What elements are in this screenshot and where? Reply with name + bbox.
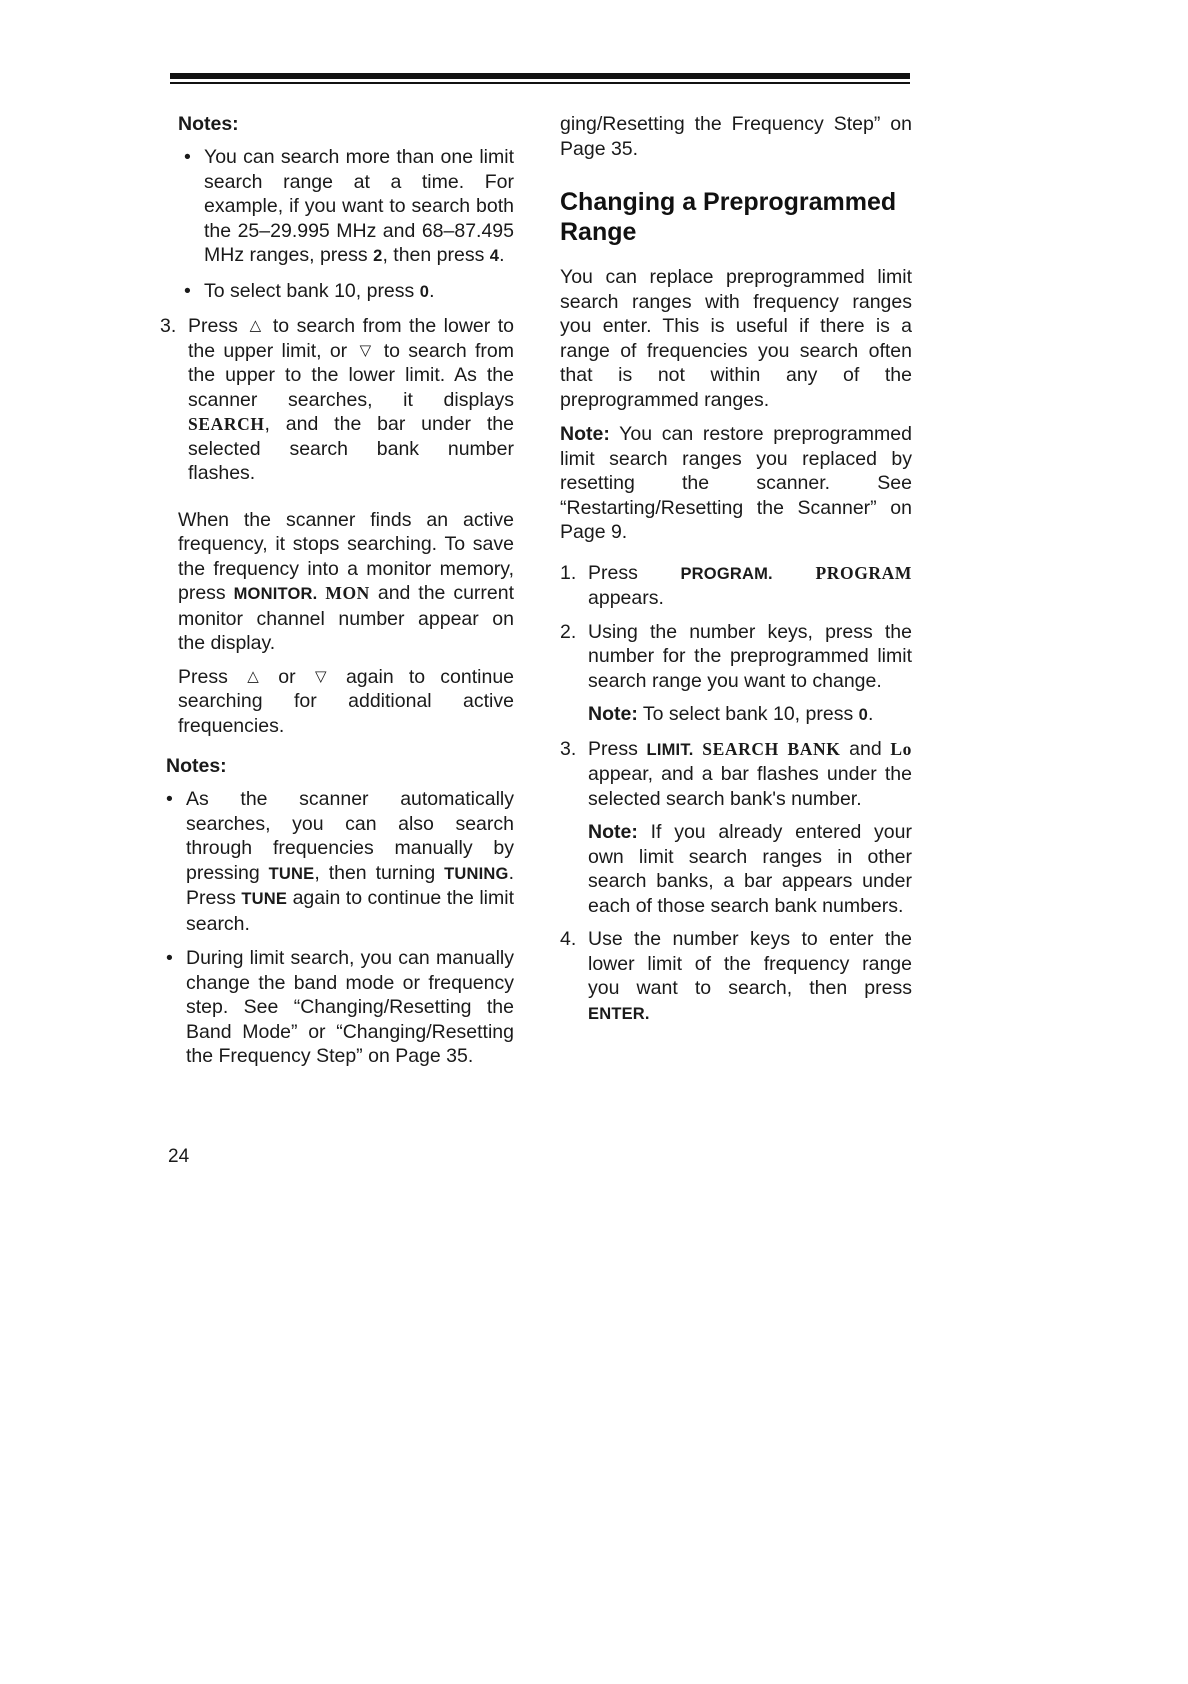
note-item: [160, 787, 514, 936]
note-item: [178, 279, 514, 305]
left-column: [160, 112, 515, 1069]
key-label: 0: [858, 706, 869, 724]
key-label: 0: [419, 282, 430, 301]
header-rule-thick: [170, 73, 910, 79]
bullet-icon: •: [166, 788, 173, 810]
key-label: 2: [373, 247, 383, 265]
note-text: During limit search, you can manually change the band mode or frequency step. See “Changing/Resetting the Band Mode” or “Changing/Resetting the Frequency Step” on Page 35.: [186, 947, 514, 1067]
step-note: Note: To select bank 10, press 0.: [588, 703, 874, 725]
notes-heading: Notes:: [166, 755, 227, 777]
step-number: 2.: [560, 620, 577, 643]
note-item: [178, 145, 514, 269]
note-text: As the scanner automatically searches, you can also search through frequencies manually by pressing TUNE, then turning TUNING. Press TUNE again to continue the limit search.: [186, 788, 515, 935]
display-text: MON: [325, 583, 370, 603]
key-label: LIMIT: [646, 740, 689, 759]
step-number: 3.: [160, 315, 177, 337]
display-text: SEARCH: [702, 738, 779, 759]
step-text: Use the number keys to enter the lower limit of the frequency range you want to search, then press ENTER.: [588, 928, 912, 1023]
right-column: [560, 112, 912, 1026]
paragraph: When the scanner finds an active frequency, it stops searching. To save the frequency into a monitor memory, press MONITOR. MON and the current monitor channel number appear on the display.: [178, 508, 515, 654]
step-item: [160, 314, 514, 486]
intro-paragraph: You can replace preprogrammed limit search ranges with frequency ranges you enter. This is useful if there is a range of frequencies you search often that is not within any of the preprogrammed ranges.: [560, 266, 912, 411]
step-item: [560, 561, 912, 611]
header-rule-thin: [170, 82, 910, 84]
bullet-icon: •: [184, 146, 191, 168]
step-number: 3.: [560, 737, 577, 760]
key-label: ENTER: [588, 1004, 645, 1023]
step-item: [560, 737, 912, 919]
bullet-icon: •: [166, 947, 173, 969]
note-text: To select bank 10, press 0.: [204, 279, 435, 302]
step-text: Press △ to search from the lower to the upper limit, or ▽ to search from the upper to the lower limit. As the scanner searches, it displays SEARCH, and the bar under the selected search bank number flashes.: [188, 315, 515, 484]
step-note: Note: If you already entered your own limit search ranges in other search banks, a bar appears under each of those search bank numbers.: [588, 821, 912, 917]
step-text: Press PROGRAM. PROGRAM appears.: [588, 561, 912, 609]
page-number: 24: [168, 1146, 190, 1167]
note-label: Note:: [588, 703, 638, 725]
key-label: PROGRAM: [680, 564, 769, 583]
key-label: TUNE: [268, 864, 315, 883]
display-text: SEARCH: [188, 414, 265, 434]
step-item: [560, 620, 912, 728]
step-number: 4.: [560, 928, 577, 950]
paragraph: Press △ or ▽ again to continue searching for additional active frequencies.: [178, 665, 515, 737]
key-label: MONITOR: [233, 585, 313, 603]
key-label: TUNE: [241, 890, 288, 908]
step-text: Using the number keys, press the number for the preprogrammed limit search range you want to change.: [588, 620, 912, 692]
note-text: You can search more than one limit search range at a time. For example, if you want to search both the 25–29.995 MHz and 68–87.495 MHz ranges, press 2, then press 4.: [204, 146, 514, 266]
bullet-icon: •: [184, 279, 191, 302]
notes-heading: Notes:: [178, 113, 239, 135]
continued-text: ging/Resetting the Frequency Step” on Page 35.: [560, 113, 912, 160]
up-arrow-icon: △: [247, 667, 259, 685]
note-label: Note:: [588, 821, 638, 843]
up-arrow-icon: △: [249, 317, 262, 334]
note-item: [160, 946, 514, 1069]
down-arrow-icon: ▽: [359, 341, 372, 359]
down-arrow-icon: ▽: [314, 667, 327, 685]
note-label: Note:: [560, 423, 610, 445]
display-text: PROGRAM: [815, 562, 912, 583]
key-label: 4: [489, 247, 500, 265]
key-label: TUNING: [444, 864, 509, 883]
step-text: Press LIMIT. SEARCH BANK and Lo appear, and a bar flashes under the selected search bank's number.: [588, 737, 913, 810]
display-text: BANK: [787, 738, 841, 759]
restore-note: Note: You can restore preprogrammed limit search ranges you replaced by resetting the scanner. See “Restarting/Resetting the Scanner” on Page 9.: [560, 423, 912, 543]
section-heading: Changing a Preprogrammed Range: [560, 188, 897, 246]
step-number: 1.: [560, 561, 577, 584]
step-item: [560, 927, 912, 1026]
display-text: Lo: [890, 738, 913, 759]
